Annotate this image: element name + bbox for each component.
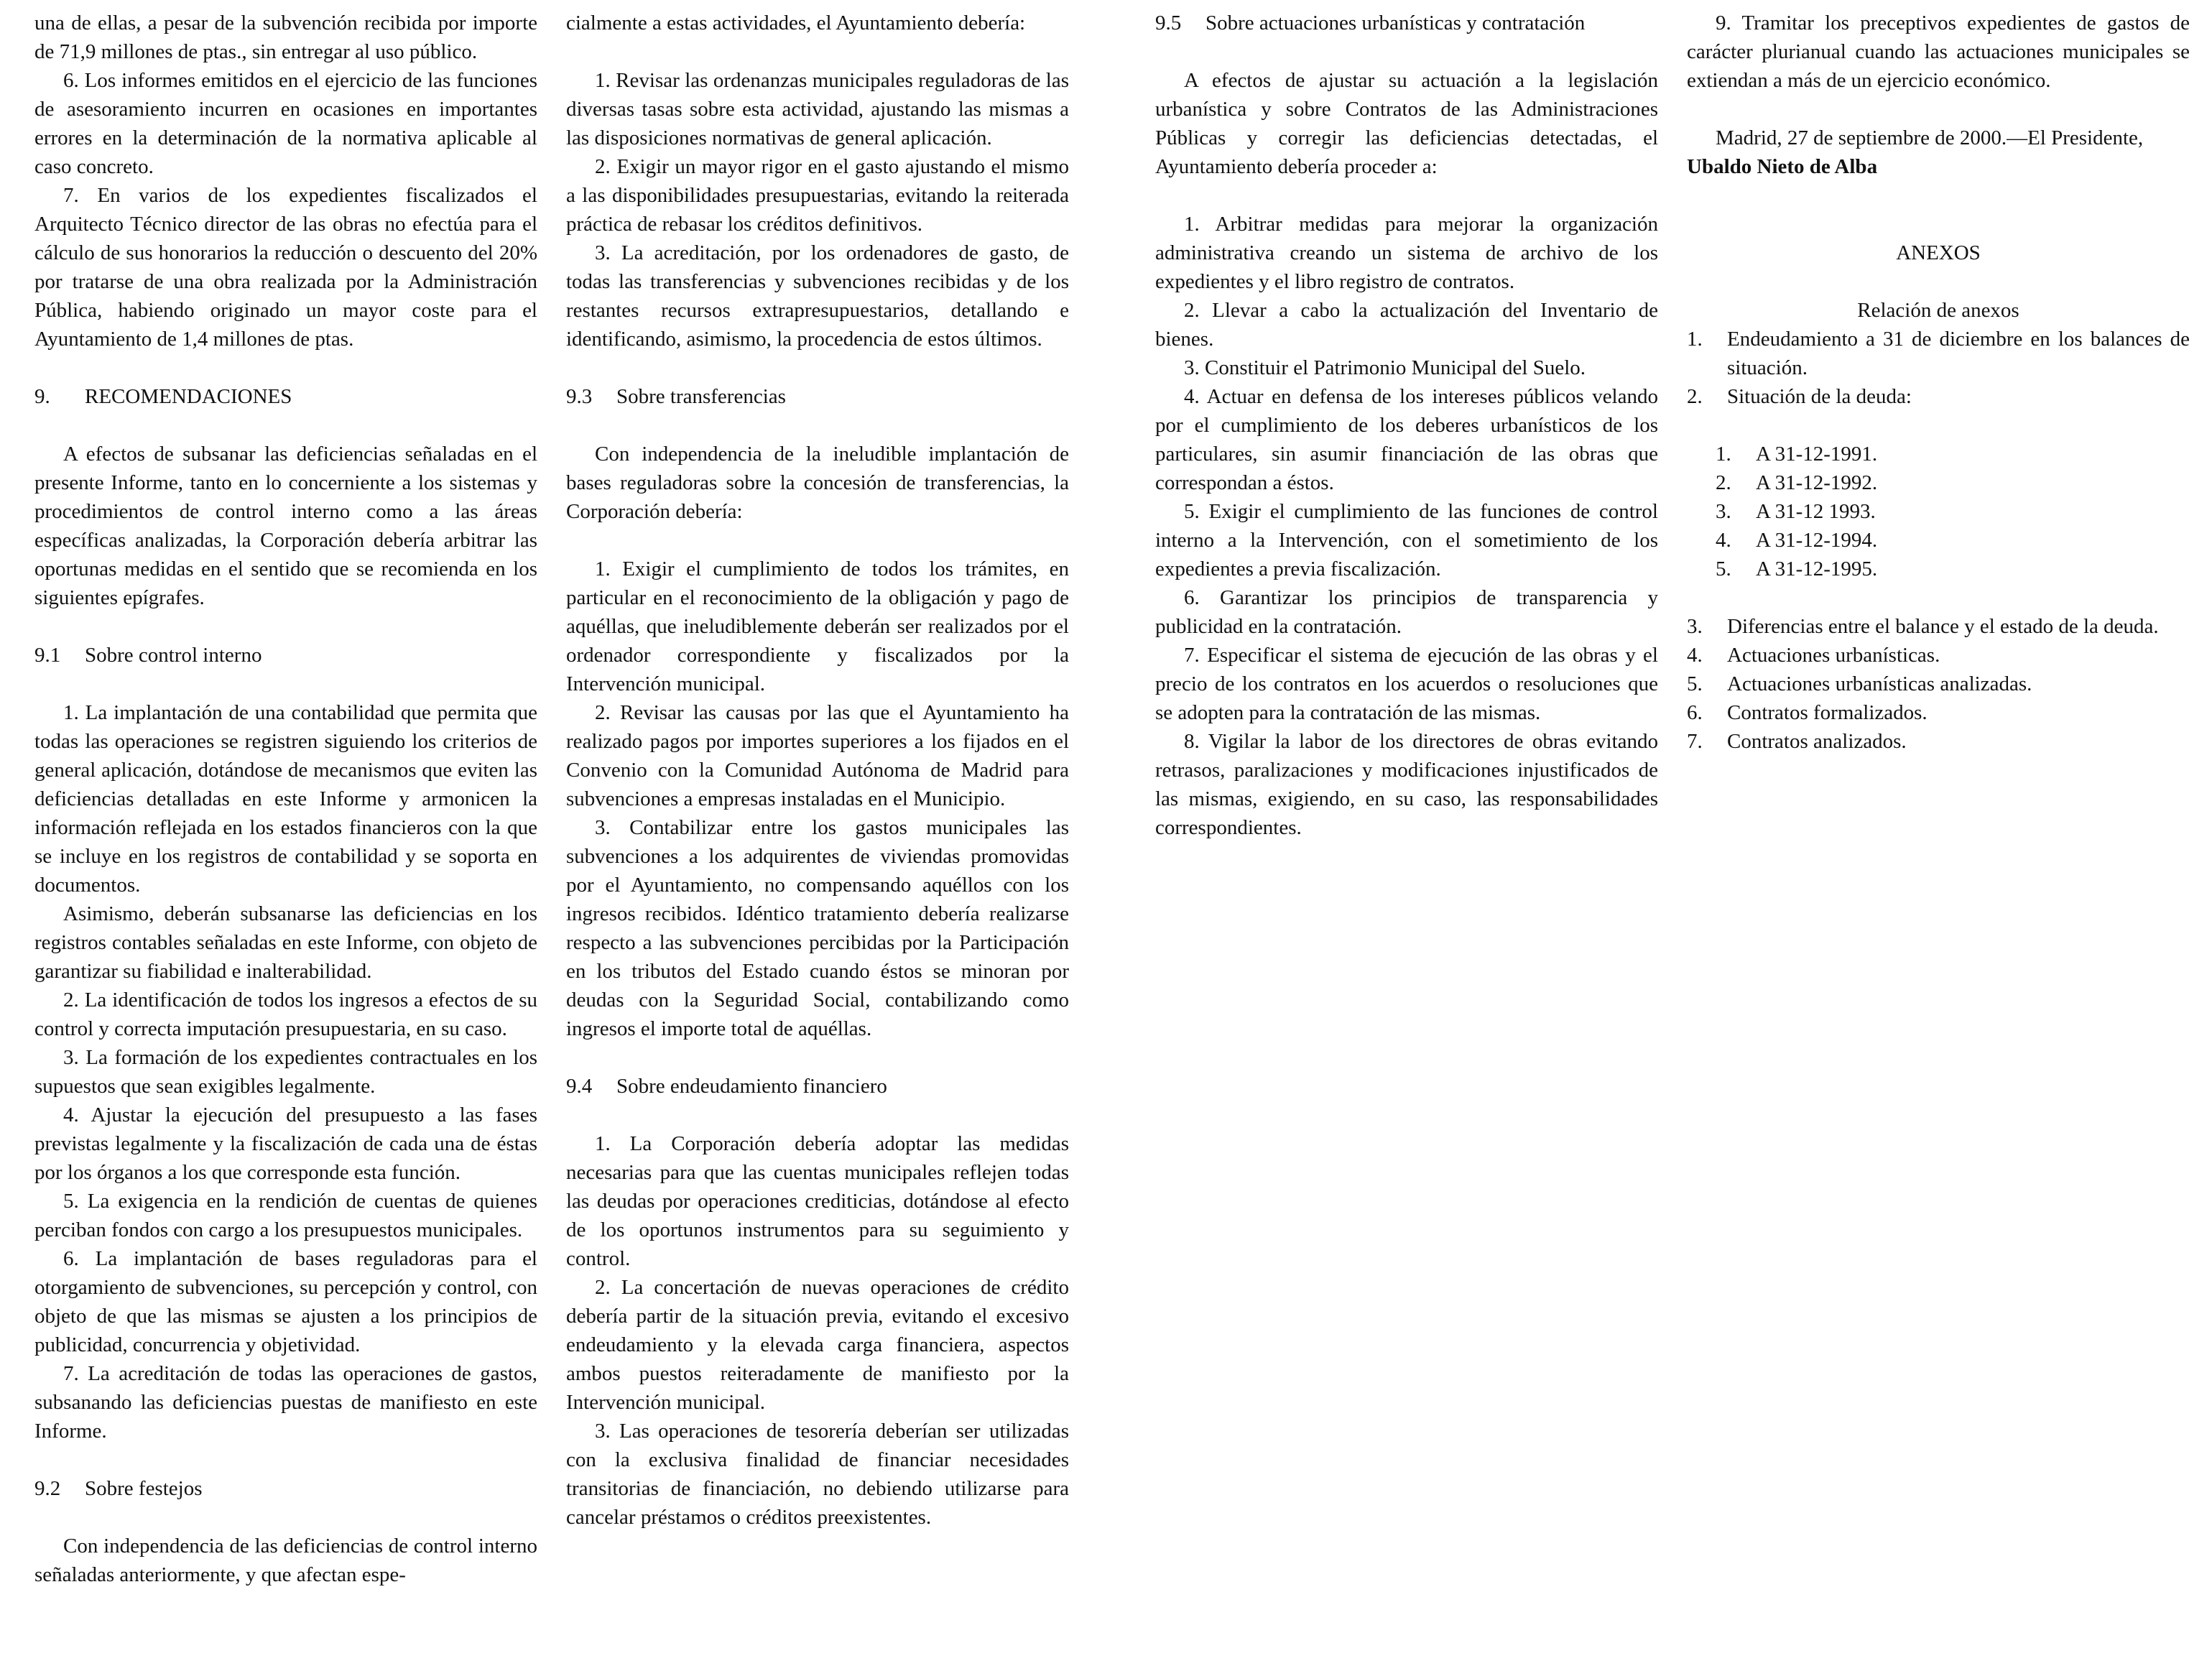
list-item-text: A 31-12-1995.	[1756, 557, 1878, 580]
list-item	[1687, 698, 2190, 727]
list-item-number: 4.	[1716, 529, 1731, 552]
list-item	[1687, 468, 2190, 497]
list-item-text: A 31-12-1992.	[1756, 471, 1878, 494]
list-item-text: Contratos analizados.	[1727, 730, 1907, 753]
paragraph: 5. La exigencia en la rendición de cuentas de quienes perciban fondos con cargo a los presupuestos municipales.	[34, 1190, 537, 1241]
paragraph: cialmente a estas actividades, el Ayuntamiento debería:	[566, 11, 1026, 34]
section-heading-9-3	[566, 382, 1069, 411]
paragraph: 6. Garantizar los principios de transparencia y publicidad en la contratación.	[1155, 586, 1658, 638]
paragraph: 3. Contabilizar entre los gastos municipales las subvenciones a los adquirentes de viviendas promovidas por el Ayuntamiento, no compensando aquéllos con los ingresos recibidos. Idéntico tratamiento debería realizarse respecto a las subvenciones percibidas por la Participación en los tributos del Estado cuando éstos se minoran por deudas con la Seguridad Social, contabilizando como ingresos el importe total de aquéllas.	[566, 816, 1069, 1040]
list-item-text: Endeudamiento a 31 de diciembre en los balances de situación.	[1727, 328, 2190, 379]
paragraph: 4. Ajustar la ejecución del presupuesto a las fases previstas legalmente y la fiscalización de cada una de éstas por los órganos a los que corresponde esta función.	[34, 1103, 537, 1184]
signature-name: Ubaldo Nieto de Alba	[1687, 155, 1878, 178]
paragraph: A efectos de subsanar las deficiencias señaladas en el presente Informe, tanto en lo concerniente a los sistemas y procedimientos de control interno como a las áreas específicas analizadas, la Corporación debería arbitrar las oportunas medidas en el sentido que se recomienda en los siguientes epígrafes.	[34, 443, 537, 609]
list-item-number: 5.	[1687, 672, 1703, 695]
paragraph: 2. Exigir un mayor rigor en el gasto ajustando el mismo a las disponibilidades presupuestarias, evitando la reiterada práctica de rebasar los créditos definitivos.	[566, 155, 1069, 236]
section-heading-9	[34, 382, 537, 411]
paragraph: 3. La acreditación, por los ordenadores de gasto, de todas las transferencias y subvenciones recibidas y de los restantes recursos extrapresupuestarios, detallando e identificando, asimismo, la procedencia de estos últimos.	[566, 241, 1069, 351]
paragraph: 1. Exigir el cumplimiento de todos los trámites, en particular en el reconocimiento de la obligación y pago de aquéllas, que ineludiblemente deberán ser realizados por el ordenador correspondiente y fiscalizados por la Intervención municipal.	[566, 557, 1069, 695]
paragraph: 6. La implantación de bases reguladoras para el otorgamiento de subvenciones, su percepción y control, con objeto de que las mismas se ajusten a los principios de publicidad, concurrencia y objetividad.	[34, 1247, 537, 1356]
list-item-text: A 31-12-1994.	[1756, 529, 1878, 552]
list-item-number: 3.	[1687, 615, 1703, 638]
paragraph: 3. La formación de los expedientes contractuales en los supuestos que sean exigibles legalmente.	[34, 1046, 537, 1098]
paragraph: 2. Revisar las causas por las que el Ayuntamiento ha realizado pagos por importes superiores a los fijados en el Convenio con la Comunidad Autónoma de Madrid para subvenciones a empresas instaladas en el Municipio.	[566, 701, 1069, 810]
list-item-number: 5.	[1716, 557, 1731, 580]
list-item-text: Situación de la deuda:	[1727, 385, 1912, 408]
paragraph: una de ellas, a pesar de la subvención recibida por importe de 71,9 millones de ptas., sin entregar al uso público.	[34, 11, 537, 63]
signature-line: Madrid, 27 de septiembre de 2000.—El Presidente,	[1716, 126, 2144, 149]
list-item-text: Contratos formalizados.	[1727, 701, 1928, 724]
section-heading-9-5	[1155, 9, 1658, 37]
paragraph: 9. Tramitar los preceptivos expedientes de gastos de carácter plurianual cuando las actuaciones municipales se extiendan a más de un ejercicio económico.	[1687, 11, 2190, 92]
paragraph: 7. Especificar el sistema de ejecución de las obras y el precio de los contratos en los acuerdos o resoluciones que se adopten para la contratación de las mismas.	[1155, 644, 1658, 724]
section-number: 9.5	[1155, 11, 1182, 34]
list-item-number: 1.	[1687, 328, 1703, 351]
paragraph: 6. Los informes emitidos en el ejercicio de las funciones de asesoramiento incurren en ocasiones en importantes errores en la determinación de la normativa aplicable al caso concreto.	[34, 69, 537, 178]
list-item-text: A 31-12 1993.	[1756, 500, 1876, 523]
section-heading-9-2	[34, 1474, 537, 1503]
list-item-number: 4.	[1687, 644, 1703, 667]
paragraph: 3. Las operaciones de tesorería deberían ser utilizadas con la exclusiva finalidad de financiar necesidades transitorias de financiación, no debiendo utilizarse para cancelar préstamos o créditos preexistentes.	[566, 1420, 1069, 1529]
paragraph: 5. Exigir el cumplimiento de las funciones de control interno a la Intervención, con el sometimiento de los expedientes a previa fiscalización.	[1155, 500, 1658, 580]
section-number: 9.2	[34, 1477, 61, 1500]
annex-list	[1687, 325, 2190, 411]
list-item	[1687, 526, 2190, 555]
section-title: Sobre control interno	[85, 644, 262, 667]
debt-sublist	[1687, 440, 2190, 583]
list-item	[1687, 440, 2190, 468]
paragraph: 8. Vigilar la labor de los directores de obras evitando retrasos, paralizaciones y modificaciones injustificados de las mismas, exigiendo, en su caso, las responsabilidades correspondientes.	[1155, 730, 1658, 839]
list-item-number: 6.	[1687, 701, 1703, 724]
list-item-text: Diferencias entre el balance y el estado de la deuda.	[1727, 615, 2159, 638]
list-item-number: 3.	[1716, 500, 1731, 523]
paragraph: Asimismo, deberán subsanarse las deficiencias en los registros contables señaladas en este Informe, con objeto de garantizar su fiabilidad e inalterabilidad.	[34, 902, 537, 983]
section-heading-9-1	[34, 641, 537, 670]
paragraph: Con independencia de la ineludible implantación de bases reguladoras sobre la concesión de transferencias, la Corporación debería:	[566, 443, 1069, 523]
paragraph: 1. Revisar las ordenanzas municipales reguladoras de las diversas tasas sobre esta actividad, ajustando las mismas a las disposiciones normativas de general aplicación.	[566, 69, 1069, 149]
paragraph: 1. La implantación de una contabilidad que permita que todas las operaciones se registren siguiendo los criterios de general aplicación, dotándose de mecanismos que eviten las deficiencias detalladas en este Informe y armonicen la información reflejada en los estados financieros con la que se incluye en los registros de contabilidad y se soporta en documentos.	[34, 701, 537, 897]
paragraph: 1. La Corporación debería adoptar las medidas necesarias para que las cuentas municipales reflejen todas las deudas por operaciones crediticias, dotándose al efecto de los oportunos instrumentos para su seguimiento y control.	[566, 1132, 1069, 1270]
list-item-number: 7.	[1687, 730, 1703, 753]
paragraph: 1. Arbitrar medidas para mejorar la organización administrativa creando un sistema de archivo de los expedientes y el libro registro de contratos.	[1155, 213, 1658, 293]
section-title: Sobre endeudamiento financiero	[616, 1075, 887, 1098]
list-item-text: A 31-12-1991.	[1756, 443, 1878, 466]
paragraph: 7. En varios de los expedientes fiscalizados el Arquitecto Técnico director de las obras no efectúa para el cálculo de sus honorarios la reducción o descuento del 20% por tratarse de una obra realizada por la Administración Pública, habiendo originado un mayor coste para el Ayuntamiento de 1,4 millones de ptas.	[34, 184, 537, 351]
paragraph: 7. La acreditación de todas las operaciones de gastos, subsanando las deficiencias puestas de manifiesto en este Informe.	[34, 1362, 537, 1443]
list-item	[1687, 612, 2190, 641]
section-title: Sobre transferencias	[616, 385, 786, 408]
column-4	[1687, 9, 2190, 756]
list-item-number: 1.	[1716, 443, 1731, 466]
column-1	[34, 9, 537, 1589]
section-number: 9.3	[566, 385, 593, 408]
list-item-text: Actuaciones urbanísticas.	[1727, 644, 1940, 667]
list-item	[1687, 641, 2190, 670]
section-title: Sobre actuaciones urbanísticas y contratación	[1206, 11, 1586, 34]
annex-subtitle: Relación de anexos	[1857, 299, 2019, 322]
list-item-text: Actuaciones urbanísticas analizadas.	[1727, 672, 2032, 695]
list-item	[1687, 670, 2190, 698]
annex-title: ANEXOS	[1896, 241, 1981, 264]
column-2	[566, 9, 1069, 1532]
list-item	[1687, 497, 2190, 526]
paragraph: 3. Constituir el Patrimonio Municipal del Suelo.	[1184, 356, 1586, 379]
section-number: 9.4	[566, 1075, 593, 1098]
list-item	[1687, 325, 2190, 382]
paragraph: Con independencia de las deficiencias de control interno señaladas anteriormente, y que afectan espe-	[34, 1535, 537, 1586]
list-item-number: 2.	[1687, 385, 1703, 408]
paragraph: 4. Actuar en defensa de los intereses públicos velando por el cumplimiento de los deberes urbanísticos de los particulares, sin asumir financiación de las obras que correspondan a éstos.	[1155, 385, 1658, 494]
paragraph: A efectos de ajustar su actuación a la legislación urbanística y sobre Contratos de las Administraciones Públicas y corregir las deficiencias detectadas, el Ayuntamiento debería proceder a:	[1155, 69, 1658, 178]
section-title: RECOMENDACIONES	[85, 385, 292, 408]
paragraph: 2. La concertación de nuevas operaciones de crédito debería partir de la situación previa, evitando el excesivo endeudamiento y la elevada carga financiera, aspectos ambos puestos reiteradamente de manifiesto por la Intervención municipal.	[566, 1276, 1069, 1414]
list-item	[1687, 382, 2190, 411]
list-item	[1687, 555, 2190, 583]
list-item-number: 2.	[1716, 471, 1731, 494]
paragraph: 2. Llevar a cabo la actualización del Inventario de bienes.	[1155, 299, 1658, 351]
list-item	[1687, 727, 2190, 756]
section-title: Sobre festejos	[85, 1477, 203, 1500]
section-heading-9-4	[566, 1072, 1069, 1101]
section-number: 9.1	[34, 644, 61, 667]
column-3	[1155, 9, 1658, 842]
paragraph: 2. La identificación de todos los ingresos a efectos de su control y correcta imputación presupuestaria, en su caso.	[34, 989, 537, 1040]
section-number: 9.	[34, 385, 50, 408]
annex-list-continued	[1687, 612, 2190, 756]
